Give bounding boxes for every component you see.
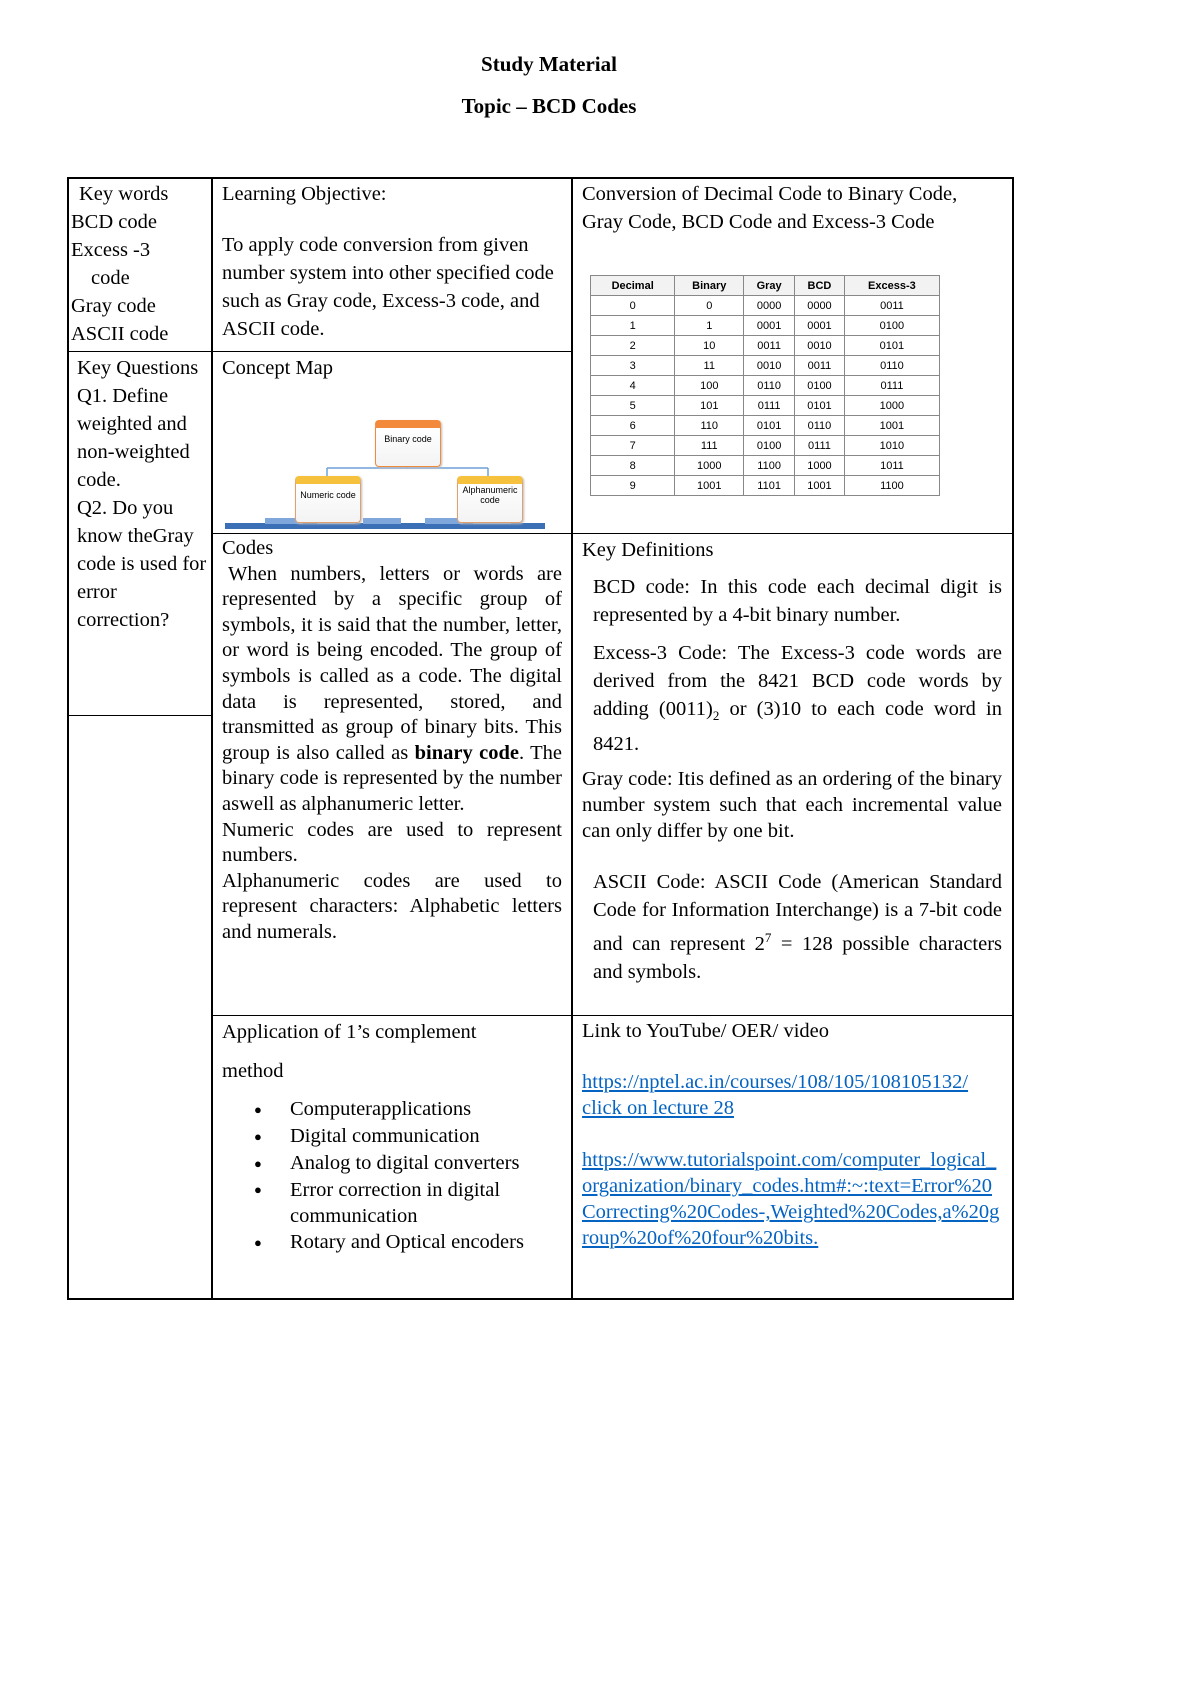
- codes-paragraph-2: Numeric codes are used to represent numbers.: [222, 818, 562, 867]
- table-row: [591, 416, 940, 436]
- table-cell: 7: [591, 436, 675, 456]
- table-row: [591, 376, 940, 396]
- nptel-link[interactable]: https://nptel.ac.in/courses/108/105/108105132/: [582, 1071, 969, 1093]
- table-cell: 0100: [795, 376, 845, 396]
- codes-paragraph-3: Alphanumeric codes are used to represent characters: Alphabetic letters and numerals.: [222, 869, 562, 943]
- table-cell: 111: [675, 436, 744, 456]
- key-questions-cell: [77, 354, 207, 634]
- application-cell: [222, 1018, 564, 1256]
- binary-code-term: binary code: [414, 741, 519, 764]
- concept-node-root: Binary code: [375, 420, 441, 467]
- table-cell: 1000: [675, 456, 744, 476]
- learning-objective-heading: Learning Objective:: [222, 183, 387, 205]
- concept-map-heading: Concept Map: [222, 357, 334, 379]
- definition-gray: Gray code: Itis defined as an ordering of the binary number system such that each incremental value can only differ by one bit.: [582, 768, 1002, 843]
- table-cell: 0: [591, 296, 675, 316]
- list-item: ● Rotary and Optical encoders: [290, 1229, 564, 1256]
- table-cell: 0011: [844, 296, 939, 316]
- table-cell: 11: [675, 356, 744, 376]
- table-cell: 1100: [744, 456, 795, 476]
- keyword-item: Excess -3: [71, 239, 151, 261]
- keywords-heading: Key words: [79, 183, 169, 205]
- concept-node-numeric: Numeric code: [295, 476, 361, 523]
- concept-map-diagram: [225, 412, 565, 534]
- table-row: [591, 316, 940, 336]
- application-heading-method: method: [222, 1060, 284, 1082]
- table-cell: 1001: [844, 416, 939, 436]
- table-cell: 3: [591, 356, 675, 376]
- table-cell: 1000: [795, 456, 845, 476]
- keyword-item: code: [91, 267, 130, 289]
- application-list: [222, 1096, 564, 1256]
- table-cell: 100: [675, 376, 744, 396]
- table-cell: 0110: [844, 356, 939, 376]
- table-cell: 9: [591, 476, 675, 496]
- table-cell: 1000: [844, 396, 939, 416]
- table-cell: 0: [675, 296, 744, 316]
- table-cell: 1001: [675, 476, 744, 496]
- table-cell: 0011: [795, 356, 845, 376]
- table-cell: 0111: [744, 396, 795, 416]
- table-cell: 0111: [795, 436, 845, 456]
- concept-map-cell: [222, 354, 564, 382]
- table-cell: 1: [591, 316, 675, 336]
- codes-paragraph-1: When numbers, letters or words are represented by a specific group of symbols, it is said that the number, letter, or word is being encoded. The group of symbols is called as a code. The digital data is represented, stored, and transmitted as group of binary bits. This group is also called as binary code. The binary code is represented by the number aswell as alphanumeric letter.: [222, 562, 562, 815]
- table-cell: 1001: [795, 476, 845, 496]
- table-cell: 1: [675, 316, 744, 336]
- topic-title: Topic – BCD Codes: [461, 94, 637, 118]
- table-cell: 5: [591, 396, 675, 416]
- table-cell: 0100: [844, 316, 939, 336]
- table-cell: 0110: [795, 416, 845, 436]
- table-cell: 0110: [744, 376, 795, 396]
- keywords-cell: [71, 180, 209, 348]
- keyword-item: BCD code: [71, 211, 157, 233]
- codes-cell: [222, 536, 562, 946]
- conversion-table-image: [590, 275, 940, 496]
- table-cell: 0101: [795, 396, 845, 416]
- table-row: [591, 436, 940, 456]
- list-item: ● Error correction in digital communication: [290, 1177, 564, 1229]
- table-cell: 0101: [744, 416, 795, 436]
- learning-objective-text: To apply code conversion from given number system into other specified code such as Gray code, Excess-3 code, and ASCII code.: [222, 234, 554, 340]
- definition-ascii: ASCII Code: ASCII Code (American Standard Code for Information Interchange) is a 7-bit code and can represent $2^7 = 128$ possible characters and symbols.: [593, 871, 1002, 983]
- conversion-cell: [582, 180, 1002, 236]
- question-1: Q1. Define weighted and non-weighted code.: [77, 385, 190, 491]
- table-row: [591, 456, 940, 476]
- table-row: [591, 336, 940, 356]
- table-row: [591, 476, 940, 496]
- links-heading: Link to YouTube/ OER/ video: [582, 1020, 829, 1042]
- table-cell: 0111: [844, 376, 939, 396]
- definition-excess-3: Excess-3 Code: The Excess-3 code words are derived from the 8421 BCD code words by adding $(0011)_2$ or (3)10 to each code word in 8421.: [593, 642, 1003, 756]
- table-cell: 0001: [744, 316, 795, 336]
- table-cell: 6: [591, 416, 675, 436]
- table-cell: 0010: [744, 356, 795, 376]
- table-cell: 1100: [844, 476, 939, 496]
- table-cell: 101: [675, 396, 744, 416]
- table-row: [591, 396, 940, 416]
- table-cell: 110: [675, 416, 744, 436]
- table-cell: 0001: [795, 316, 845, 336]
- keyword-item: ASCII code: [71, 323, 169, 345]
- table-cell: 0010: [795, 336, 845, 356]
- tutorialspoint-link[interactable]: https://www.tutorialspoint.com/computer_logical_organization/binary_codes.htm#:~:text=Error%20Correcting%20Codes-,Weighted%20Codes,a%20group%20of%20four%20bits.: [582, 1149, 1000, 1249]
- application-heading: Application of 1’s complement: [222, 1021, 477, 1043]
- table-cell: 0100: [744, 436, 795, 456]
- document-title: Study Material: [481, 52, 617, 76]
- table-header: Binary: [675, 276, 744, 296]
- concept-node-alphanumeric: Alphanumeric code: [457, 476, 523, 523]
- keyword-item: Gray code: [71, 295, 156, 317]
- table-cell: 8: [591, 456, 675, 476]
- key-questions-heading: Key Questions: [77, 357, 199, 379]
- table-cell: 10: [675, 336, 744, 356]
- table-row: [591, 356, 940, 376]
- codes-heading: Codes: [222, 537, 274, 559]
- definition-bcd: BCD code: In this code each decimal digit is represented by a 4-bit binary number.: [593, 576, 1002, 626]
- table-cell: 2: [591, 336, 675, 356]
- table-row: [591, 296, 940, 316]
- lecture-28-link[interactable]: click on lecture 28: [582, 1097, 734, 1119]
- table-cell: 1011: [844, 456, 939, 476]
- list-item: ● Analog to digital converters: [290, 1150, 564, 1177]
- table-header: Excess-3: [844, 276, 939, 296]
- table-cell: 0011: [744, 336, 795, 356]
- table-header: Decimal: [591, 276, 675, 296]
- table-header: BCD: [795, 276, 845, 296]
- links-cell: [582, 1018, 1002, 1251]
- conversion-table: [590, 275, 940, 496]
- list-item: ● Digital communication: [290, 1123, 564, 1150]
- table-cell: 1101: [744, 476, 795, 496]
- key-definitions-cell: [582, 536, 1002, 986]
- table-cell: 0000: [795, 296, 845, 316]
- table-header: Gray: [744, 276, 795, 296]
- table-cell: 1010: [844, 436, 939, 456]
- learning-objective-cell: [222, 180, 564, 343]
- table-cell: 0101: [844, 336, 939, 356]
- key-definitions-heading: Key Definitions: [582, 539, 714, 561]
- question-2: Q2. Do you know theGray code is used for error correction?: [77, 497, 207, 631]
- table-cell: 4: [591, 376, 675, 396]
- list-item: ● Computerapplications: [290, 1096, 564, 1123]
- table-cell: 0000: [744, 296, 795, 316]
- conversion-heading: Conversion of Decimal Code to Binary Code, Gray Code, BCD Code and Excess-3 Code: [582, 183, 958, 233]
